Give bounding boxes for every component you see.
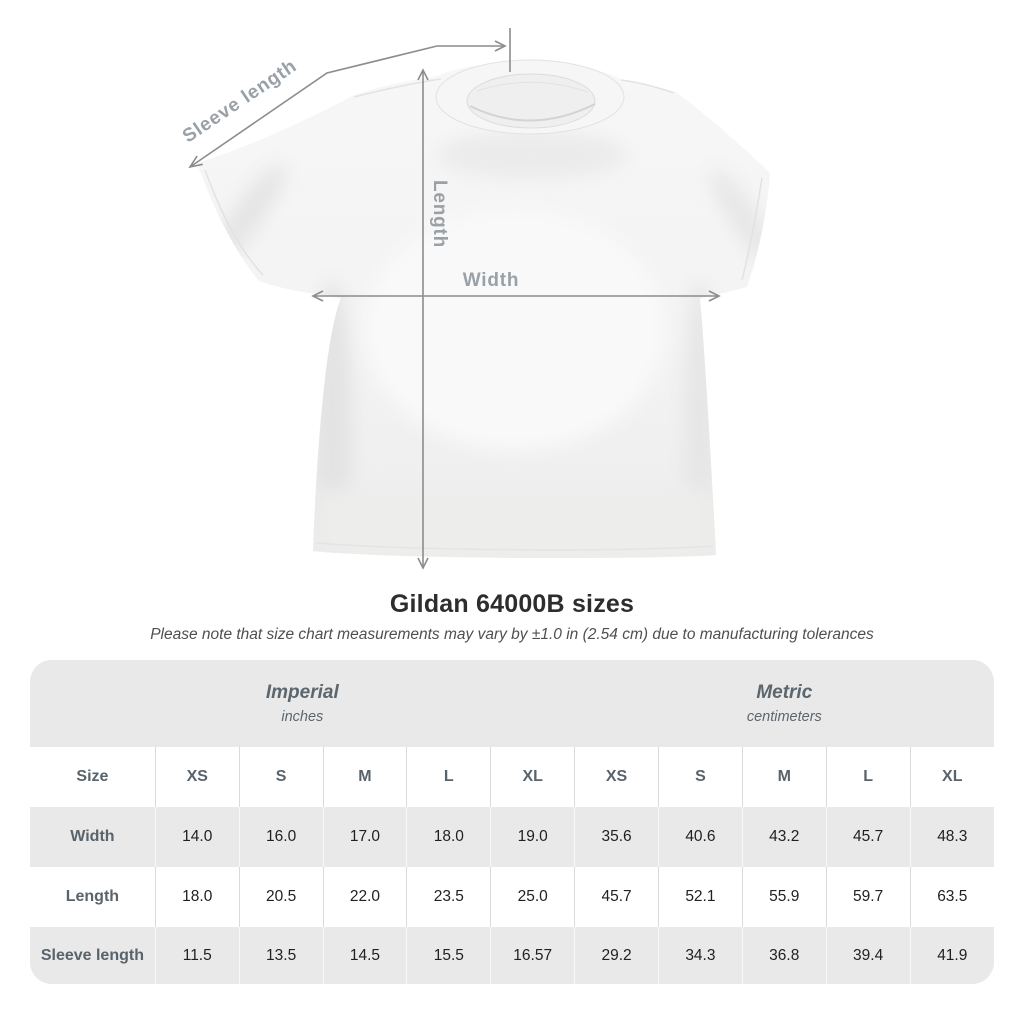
size-chart-table <box>30 660 994 984</box>
cell-value: 39.4 <box>826 927 910 984</box>
cell-value: 11.5 <box>155 927 239 984</box>
cell-value: 16.0 <box>239 807 323 867</box>
cell-value: 18.0 <box>407 807 491 867</box>
sleeve-arrow-start-icon <box>190 156 203 167</box>
metric-header <box>575 660 994 747</box>
unit-header-row <box>30 660 994 747</box>
cell-value: 25.0 <box>491 867 575 927</box>
table-row-length <box>30 867 994 927</box>
cell-value: 22.0 <box>323 867 407 927</box>
tolerance-note: Please note that size chart measurements may vary by ±1.0 in (2.54 cm) due to manufacturing tolerances <box>150 626 874 643</box>
cell-value: 17.0 <box>323 807 407 867</box>
cell-value: 36.8 <box>742 927 826 984</box>
cell-value: 40.6 <box>658 807 742 867</box>
imperial-unit: inches <box>281 708 324 725</box>
cell-value: 16.57 <box>491 927 575 984</box>
cell-value: 55.9 <box>742 867 826 927</box>
size-col-metric-l: L <box>826 747 910 807</box>
tshirt-graphic <box>197 60 789 580</box>
size-col-imperial-xs: XS <box>155 747 239 807</box>
size-col-metric-xl: XL <box>910 747 994 807</box>
size-col-metric-m: M <box>742 747 826 807</box>
cell-value: 14.5 <box>323 927 407 984</box>
size-col-imperial-m: M <box>323 747 407 807</box>
cell-value: 45.7 <box>826 807 910 867</box>
cell-value: 52.1 <box>658 867 742 927</box>
width-label: Width <box>462 270 520 291</box>
sleeve-length-label: Sleeve length <box>178 55 301 148</box>
metric-unit: centimeters <box>746 708 822 725</box>
cell-value: 20.5 <box>239 867 323 927</box>
page-title: Gildan 64000B sizes <box>389 590 635 618</box>
cell-value: 41.9 <box>910 927 994 984</box>
table-row-sleeve-length <box>30 927 994 984</box>
cell-value: 18.0 <box>155 867 239 927</box>
metric-label: Metric <box>756 682 813 704</box>
cell-value: 23.5 <box>407 867 491 927</box>
cell-value: 14.0 <box>155 807 239 867</box>
cell-value: 35.6 <box>575 807 659 867</box>
cell-value: 29.2 <box>575 927 659 984</box>
row-label-sleeve-length: Sleeve length <box>40 946 144 964</box>
size-col-metric-xs: XS <box>575 747 659 807</box>
size-column-header: Size <box>76 768 109 785</box>
cell-value: 45.7 <box>575 867 659 927</box>
size-chart-table-container <box>30 660 994 984</box>
cell-value: 63.5 <box>910 867 994 927</box>
cell-value: 48.3 <box>910 807 994 867</box>
cell-value: 59.7 <box>826 867 910 927</box>
row-label-length: Length <box>65 888 120 905</box>
cell-value: 15.5 <box>407 927 491 984</box>
table-row-width <box>30 807 994 867</box>
row-label-width: Width <box>70 828 115 845</box>
cell-value: 13.5 <box>239 927 323 984</box>
imperial-label: Imperial <box>265 682 339 704</box>
cell-value: 19.0 <box>491 807 575 867</box>
size-col-metric-s: S <box>658 747 742 807</box>
size-col-imperial-xl: XL <box>491 747 575 807</box>
size-col-imperial-s: S <box>239 747 323 807</box>
length-label: Length <box>429 179 450 249</box>
cell-value: 43.2 <box>742 807 826 867</box>
collar <box>436 60 624 134</box>
size-col-imperial-l: L <box>407 747 491 807</box>
size-header-row <box>30 747 994 807</box>
title-block <box>0 590 1024 644</box>
imperial-header <box>30 660 575 747</box>
cell-value: 34.3 <box>658 927 742 984</box>
